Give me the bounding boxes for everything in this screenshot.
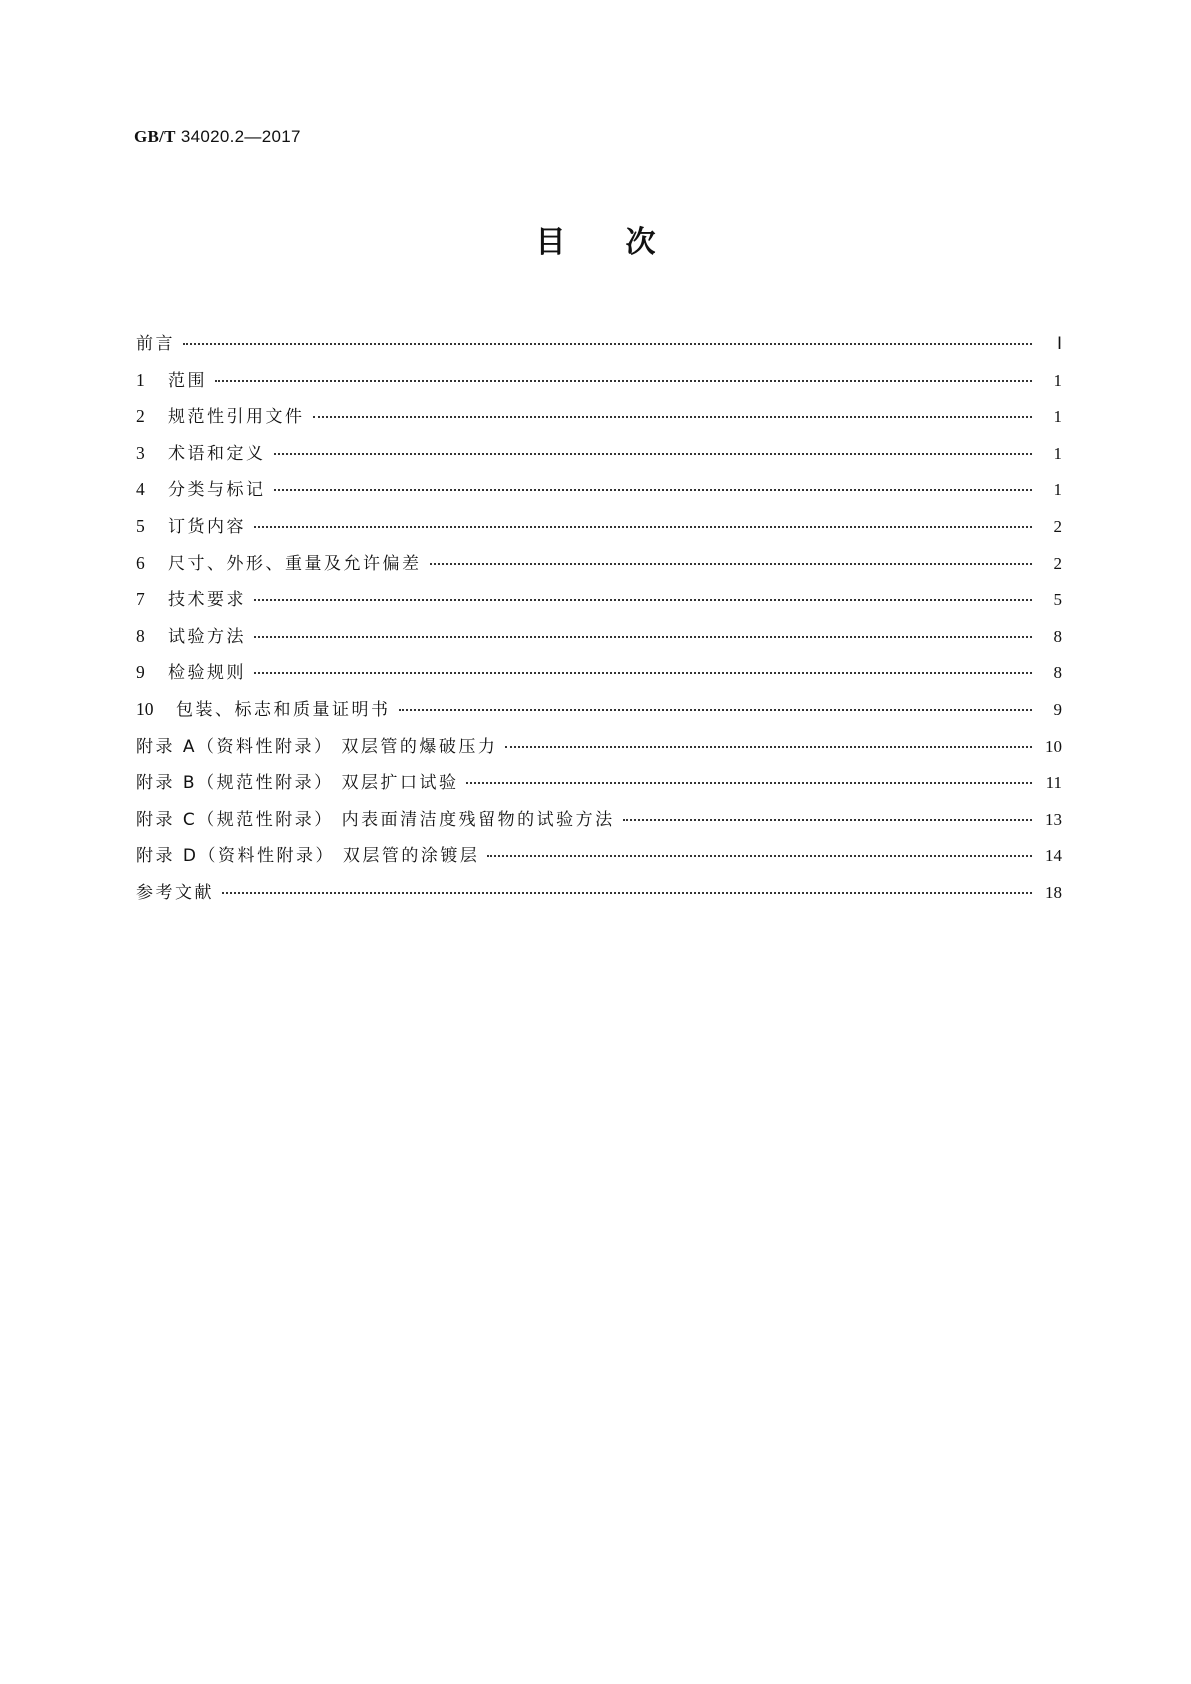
toc-label: 规范性引用文件 <box>168 407 305 428</box>
toc-leader-dots <box>254 526 1032 528</box>
toc-page-number: 18 <box>1045 882 1062 902</box>
toc-page-number: 2 <box>1053 516 1062 536</box>
toc-page-number: 1 <box>1053 480 1062 500</box>
table-of-contents <box>136 329 1062 915</box>
toc-page-number: 1 <box>1053 370 1062 390</box>
toc-number: 4 <box>136 479 145 500</box>
toc-label: 术语和定义 <box>168 443 266 464</box>
toc-number: 3 <box>136 442 145 463</box>
toc-leader-dots <box>487 855 1032 857</box>
toc-label: 附录 A（资料性附录） 双层管的爆破压力 <box>136 736 498 757</box>
toc-label: 包装、标志和质量证明书 <box>176 699 391 720</box>
toc-label: 附录 D（资料性附录） 双层管的涂镀层 <box>136 846 480 867</box>
toc-leader-dots <box>254 599 1032 601</box>
toc-leader-dots <box>430 563 1033 565</box>
standard-number: 34020.2—2017 <box>180 127 301 146</box>
toc-leader-dots <box>505 746 1032 748</box>
toc-entry-7[interactable] <box>136 585 1062 622</box>
toc-label: 前言 <box>136 334 175 354</box>
toc-label: 订货内容 <box>168 516 246 537</box>
toc-leader-dots <box>274 453 1033 455</box>
toc-leader-dots <box>623 819 1032 821</box>
toc-number: 9 <box>136 662 145 683</box>
toc-leader-dots <box>466 782 1032 784</box>
toc-entry-6[interactable] <box>136 549 1062 586</box>
toc-page-number: 1 <box>1053 443 1062 463</box>
toc-leader-dots <box>183 343 1032 345</box>
toc-label: 尺寸、外形、重量及允许偏差 <box>168 553 422 574</box>
toc-entry-1[interactable] <box>136 366 1062 403</box>
toc-page-number: 1 <box>1053 407 1062 427</box>
toc-leader-dots <box>399 709 1033 711</box>
toc-leader-dots <box>254 672 1032 674</box>
toc-page-number: 14 <box>1045 846 1062 866</box>
toc-page-number: 11 <box>1045 773 1062 793</box>
toc-entry-appendix-d[interactable] <box>136 841 1062 878</box>
standard-prefix: GB/T <box>134 127 176 146</box>
toc-leader-dots <box>274 489 1033 491</box>
page-title: 目次 <box>535 225 716 260</box>
standard-code <box>134 127 301 147</box>
toc-number: 10 <box>136 698 154 719</box>
toc-entry-5[interactable] <box>136 512 1062 549</box>
toc-page-number: 2 <box>1053 553 1062 573</box>
toc-label: 分类与标记 <box>168 480 266 501</box>
toc-leader-dots <box>222 892 1032 894</box>
toc-number: 5 <box>136 515 145 536</box>
toc-page-number: 13 <box>1045 809 1062 829</box>
toc-entry-references[interactable] <box>136 878 1062 915</box>
toc-number: 6 <box>136 552 145 573</box>
toc-entry-8[interactable] <box>136 622 1062 659</box>
toc-entry-appendix-b[interactable] <box>136 768 1062 805</box>
toc-label: 试验方法 <box>168 626 246 647</box>
toc-number: 7 <box>136 589 145 610</box>
toc-number: 2 <box>136 406 145 427</box>
toc-entry-4[interactable] <box>136 475 1062 512</box>
toc-page-number: 8 <box>1053 626 1062 646</box>
toc-label: 范围 <box>168 370 207 391</box>
toc-page-number: Ⅰ <box>1056 334 1062 353</box>
toc-number: 1 <box>136 369 145 390</box>
toc-page-number: 8 <box>1053 663 1062 683</box>
toc-entry-preface[interactable] <box>136 329 1062 366</box>
toc-leader-dots <box>254 636 1032 638</box>
toc-label: 附录 C（规范性附录） 内表面清洁度残留物的试验方法 <box>136 809 615 830</box>
toc-label: 技术要求 <box>168 590 246 611</box>
toc-entry-10[interactable] <box>136 695 1062 732</box>
toc-page-number: 10 <box>1045 736 1062 756</box>
toc-entry-9[interactable] <box>136 658 1062 695</box>
toc-page-number: 9 <box>1053 699 1062 719</box>
toc-number: 8 <box>136 625 145 646</box>
toc-entry-2[interactable] <box>136 402 1062 439</box>
toc-page-number: 5 <box>1053 590 1062 610</box>
toc-leader-dots <box>215 380 1032 382</box>
toc-label: 检验规则 <box>168 663 246 684</box>
toc-entry-appendix-c[interactable] <box>136 805 1062 842</box>
toc-entry-appendix-a[interactable] <box>136 732 1062 769</box>
toc-label: 参考文献 <box>136 882 214 903</box>
toc-leader-dots <box>313 416 1033 418</box>
toc-entry-3[interactable] <box>136 439 1062 476</box>
toc-label: 附录 B（规范性附录） 双层扩口试验 <box>136 773 459 794</box>
